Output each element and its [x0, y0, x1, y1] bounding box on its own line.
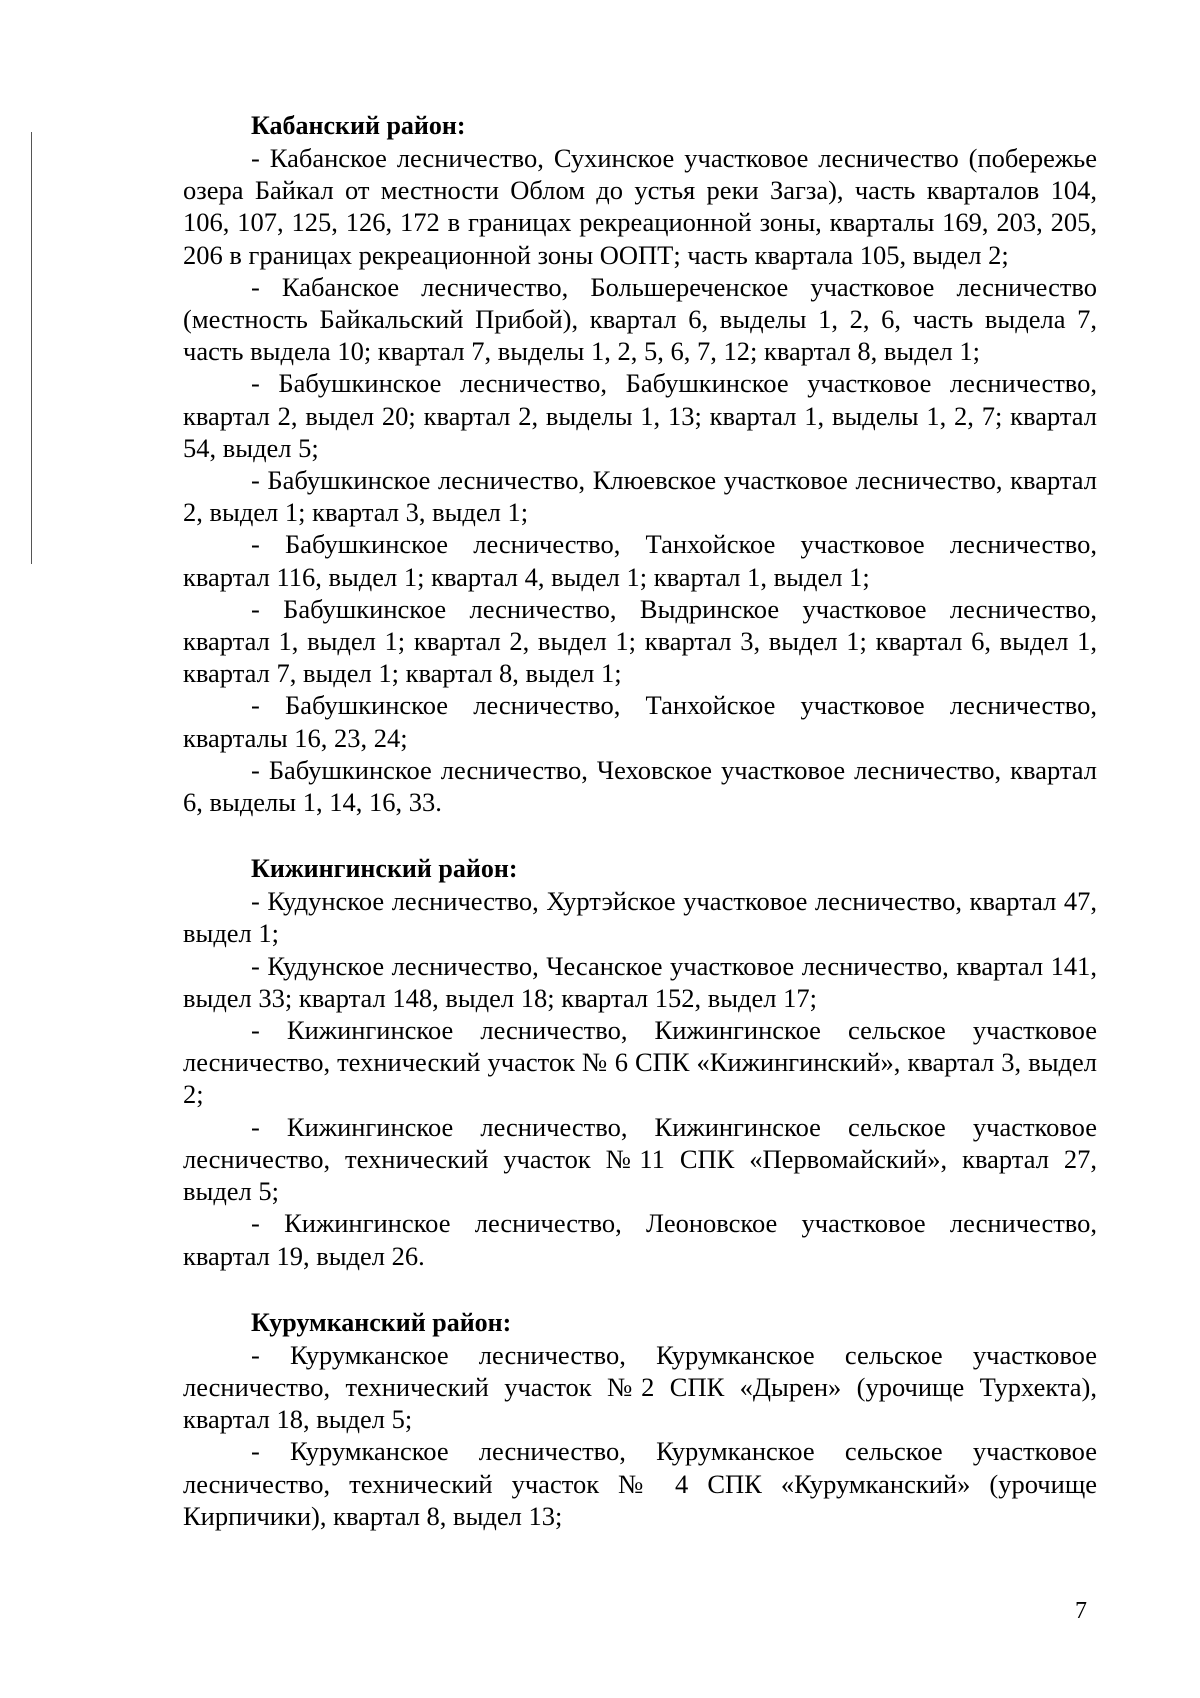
section-heading: Кабанский район: [251, 111, 466, 140]
list-item: - Кабанское лесничество, Большереченское участковое лесничество (местность Байкальский Прибой), квартал 6, выделы 1, 2, 6, часть выдела 7, часть выдела 10; квартал 7, выделы 1, 2, 5, 6, 7, 12; квартал 8, выдел 1; [183, 271, 1097, 367]
list-item: - Кудунское лесничество, Хуртэйское участковое лесничество, квартал 47, выдел 1; [183, 886, 1097, 949]
list-item: - Бабушкинское лесничество, Выдринское участковое лесничество, квартал 1, выдел 1; квартал 2, выдел 1; квартал 3, выдел 1; квартал 6, выдел 1, квартал 7, выдел 1; квартал 8, выдел 1; [183, 593, 1097, 689]
list-item: - Курумканское лесничество, Курумканское сельское участковое лесничество, технический участок № 4 СПК «Курумканский» (урочище Кирпичики), квартал 8, выдел 13; [183, 1436, 1097, 1531]
section-heading: Кижингинский район: [251, 854, 518, 884]
list-item: - Бабушкинское лесничество, Чеховское участковое лесничество, квартал 6, выделы 1, 14, 16, 33. [183, 754, 1097, 818]
page-number: 7 [1075, 1598, 1087, 1624]
list-item: - Кабанское лесничество, Сухинское участковое лесничество (побережье озера Байкал от местности Облом до устья реки Загза), часть кварталов 104, 106, 107, 125, 126, 172 в границах рекреационной зоны, кварталы 169, 203, 205, 206 в границах рекреационной зоны ООПТ; часть квартала 105, выдел 2; [183, 143, 1097, 270]
section-kurumkansky [183, 1307, 1097, 1532]
scan-edge-mark [31, 132, 32, 564]
document-page [183, 110, 1097, 1567]
list-item: - Кижингинское лесничество, Леоновское участковое лесничество, квартал 19, выдел 26. [183, 1208, 1097, 1271]
list-item: - Бабушкинское лесничество, Бабушкинское участковое лесничество, квартал 2, выдел 20; квартал 2, выделы 1, 13; квартал 1, выделы 1, 2, 7; квартал 54, выдел 5; [183, 368, 1097, 463]
list-item: - Кудунское лесничество, Чесанское участковое лесничество, квартал 141, выдел 33; квартал 148, выдел 18; квартал 152, выдел 17; [183, 950, 1097, 1013]
list-item: - Бабушкинское лесничество, Танхойское участковое лесничество, кварталы 16, 23, 24; [183, 690, 1097, 753]
section-kabansky [183, 110, 1097, 818]
list-item: - Кижингинское лесничество, Кижингинское сельское участковое лесничество, технический участок №11 СПК «Первомайский», квартал 27, выдел 5; [183, 1111, 1097, 1207]
list-item: - Бабушкинское лесничество, Танхойское участковое лесничество, квартал 116, выдел 1; квартал 4, выдел 1; квартал 1, выдел 1; [183, 529, 1097, 592]
section-heading: Курумканский район: [251, 1307, 512, 1337]
list-item: - Кижингинское лесничество, Кижингинское сельское участковое лесничество, технический участок № 6 СПК «Кижингинский», квартал 3, выдел 2; [183, 1015, 1097, 1110]
list-item: - Бабушкинское лесничество, Клюевское участковое лесничество, квартал 2, выдел 1; квартал 3, выдел 1; [183, 465, 1097, 528]
section-kizhinginsky [183, 853, 1097, 1271]
list-item: - Курумканское лесничество, Курумканское сельское участковое лесничество, технический участок №2 СПК «Дырен» (урочище Турхекта), квартал 18, выдел 5; [183, 1339, 1097, 1435]
